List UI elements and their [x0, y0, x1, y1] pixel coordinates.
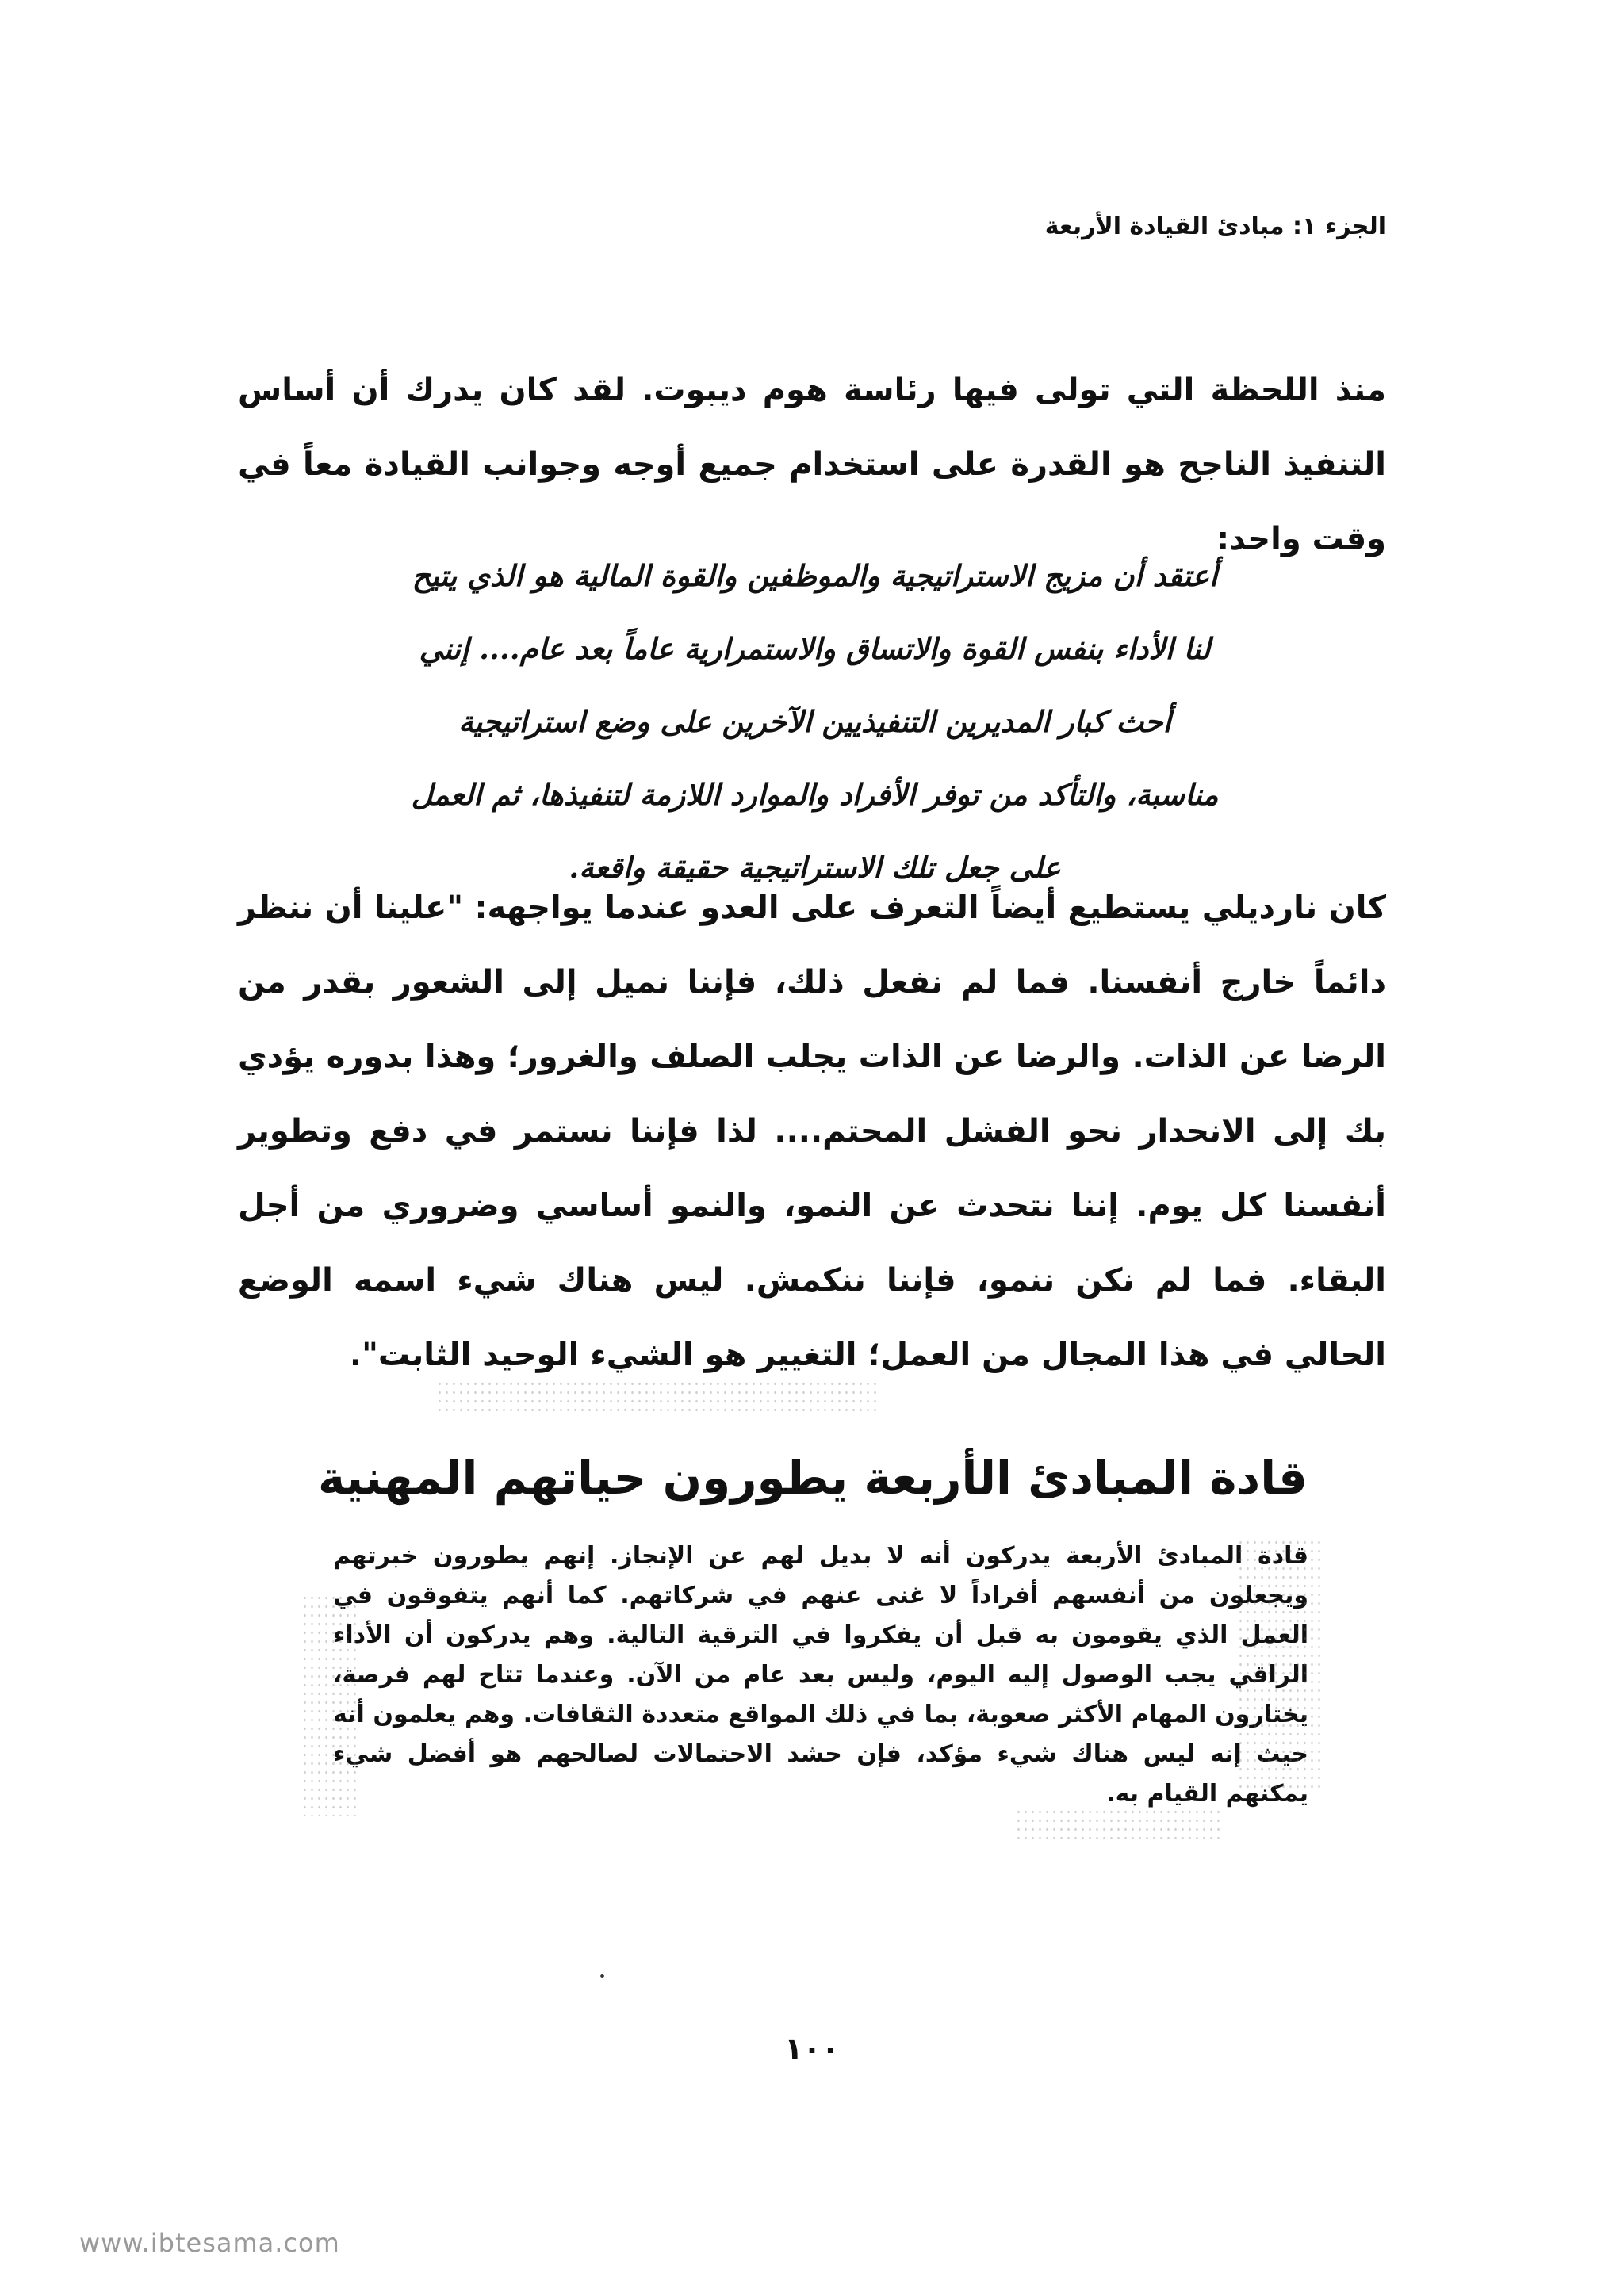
sidebar-title: قادة المبادئ الأربعة يطورون حياتهم المهنية — [318, 1451, 1308, 1505]
quote-line: أحث كبار المديرين التنفيذيين الآخرين على وضع استراتيجية — [458, 704, 1171, 739]
sidebar-text: قادة المبادئ الأربعة يدركون أنه لا بديل لهم عن الإنجاز. إنهم يطورون خبرتهم ويجعلون من أنفسهم أفراداً لا غنى عنهم في شركاتهم. كما أنهم يتفوقون في العمل الذي يقومون به قبل أن يفكروا في الترقية التالية. وهم يدركون أن الأداء الراقي يجب الوصول إليه اليوم، وليس بعد عام من الآن. وعندما تتاح لهم فرصة، يختارون المهام الأكثر صعوبة، بما في ذلك المواقع متعددة الثقافات. وهم يعلمون أنه حيث إنه ليس هناك شيء مؤكد، فإن حشد الاحتمالات لصالحهم هو أفضل شيء يمكنهم القيام به. — [333, 1542, 1308, 1808]
paragraph-nardelli: كان نارديلي يستطيع أيضاً التعرف على العدو عندما يواجهه: "علينا أن ننظر دائماً خارج أنفسنا. فما لم نفعل ذلك، فإننا نميل إلى الشعور بقدر من الرضا عن الذات. والرضا عن الذات يجلب الصلف والغرور؛ وهذا بدوره يؤدي بك إلى الانحدار نحو الفشل المحتم.... لذا فإننا نستمر في دفع وتطوير أنفسنا كل يوم. إننا نتحدث عن النمو، والنمو أساسي وضروري من أجل البقاء. فما لم نكن ننمو، فإننا ننكمش. ليس هناك شيء اسمه الوضع الحالي في هذا المجال من العمل؛ التغيير هو الشيء الوحيد الثابت". — [238, 890, 1386, 1373]
quote-line: أعتقد أن مزيج الاستراتيجية والموظفين والقوة المالية هو الذي يتيح — [412, 558, 1218, 593]
ink-speck — [600, 1974, 604, 1978]
running-header: الجزء ١: مبادئ القيادة الأربعة — [1044, 212, 1386, 240]
scan-noise — [1015, 1808, 1221, 1839]
scan-noise — [436, 1380, 880, 1411]
quote-line: مناسبة، والتأكد من توفر الأفراد والموارد اللازمة لتنفيذها، ثم العمل — [411, 777, 1219, 812]
quote-line: لنا الأداء بنفس القوة والاتساق والاستمرارية عاماً بعد عام.... إنني — [419, 631, 1211, 666]
scan-noise — [1237, 1538, 1324, 1792]
paragraph-intro: منذ اللحظة التي تولى فيها رئاسة هوم ديبوت. لقد كان يدرك أن أساس التنفيذ الناجح هو القدرة على استخدام جميع أوجه وجوانب القيادة معاً في وقت واحد: — [238, 372, 1386, 557]
sidebar-box — [301, 1380, 1324, 1871]
block-quote — [333, 539, 1297, 904]
watermark: www.ibtesama.com — [79, 2228, 340, 2258]
page-number: ١٠٠ — [784, 2031, 840, 2066]
quote-line: على جعل تلك الاستراتيجية حقيقة واقعة. — [569, 850, 1061, 885]
scan-noise — [301, 1594, 357, 1816]
